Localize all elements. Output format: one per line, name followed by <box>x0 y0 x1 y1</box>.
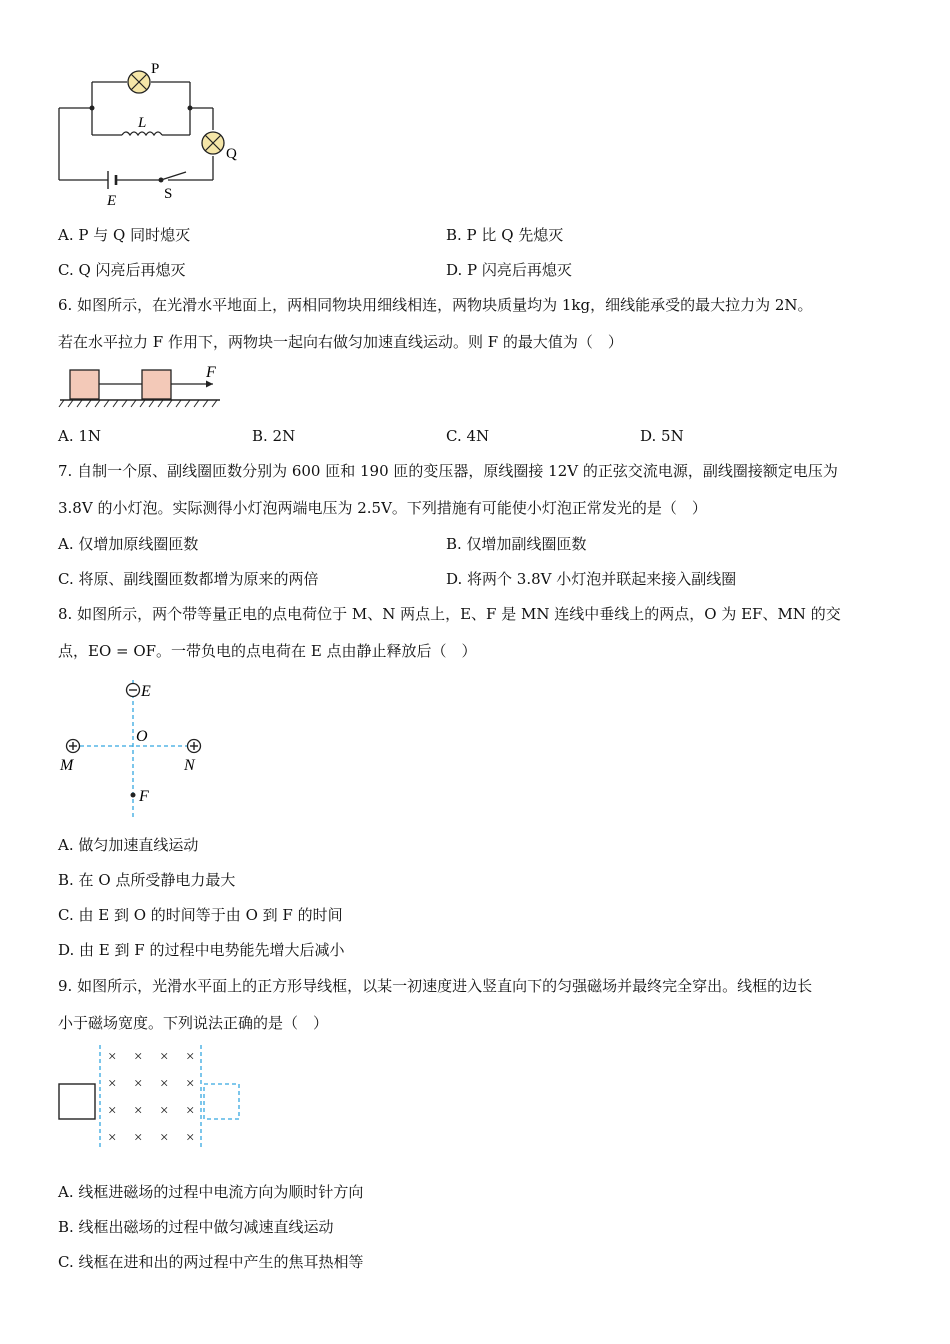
magnetic-field-figure <box>55 1043 255 1153</box>
q8-option-d: D. 由 E 到 F 的过程中电势能先增大后减小 <box>58 941 345 959</box>
q8-option-b: B. 在 O 点所受静电力最大 <box>58 871 236 889</box>
circuit-figure <box>50 60 250 210</box>
q6-option-c: C. 4N <box>446 427 490 445</box>
field-mark: × <box>134 1103 143 1119</box>
field-mark: × <box>134 1130 143 1146</box>
q6-stem-line2: 若在水平拉力 F 作用下，两物块一起向右做匀加速直线运动。则 F 的最大值为（ ） <box>58 333 623 351</box>
q5-option-a: A. P 与 Q 同时熄灭 <box>58 226 191 244</box>
q8-stem-line2: 点，EO = OF。一带负电的点电荷在 E 点由静止释放后（ ） <box>58 642 477 660</box>
field-mark: × <box>160 1076 169 1092</box>
field-mark: × <box>108 1049 117 1065</box>
label-o: O <box>136 728 148 745</box>
field-mark: × <box>160 1103 169 1119</box>
charges-figure <box>55 675 225 825</box>
q8-option-c: C. 由 E 到 O 的时间等于由 O 到 F 的时间 <box>58 906 343 924</box>
q7-option-b: B. 仅增加副线圈匝数 <box>446 535 587 553</box>
field-mark: × <box>108 1103 117 1119</box>
field-mark: × <box>186 1076 195 1092</box>
field-mark: × <box>134 1076 143 1092</box>
q9-option-c: C. 线框在进和出的两过程中产生的焦耳热相等 <box>58 1253 364 1271</box>
negative-charge-icon <box>127 684 140 697</box>
label-e: E <box>107 193 117 209</box>
lamp-p-icon <box>128 71 150 93</box>
q9-option-b: B. 线框出磁场的过程中做匀减速直线运动 <box>58 1218 334 1236</box>
field-mark: × <box>186 1130 195 1146</box>
field-mark: × <box>134 1049 143 1065</box>
lamp-q-icon <box>202 132 224 154</box>
q7-option-c: C. 将原、副线圈匝数都增为原来的两倍 <box>58 570 319 588</box>
q6-stem-line1: 6. 如图所示，在光滑水平地面上，两相同物块用细线相连，两物块质量均为 1kg，细线能承受的最大拉力为 2N。 <box>58 296 813 314</box>
label-l: L <box>138 115 147 131</box>
field-mark: × <box>160 1130 169 1146</box>
q9-stem-line1: 9. 如图所示，光滑水平面上的正方形导线框，以某一初速度进入竖直向下的匀强磁场并最终完全穿出。线框的边长 <box>58 977 813 995</box>
label-e: E <box>141 683 151 700</box>
label-q: Q <box>226 146 237 162</box>
q8-option-a: A. 做匀加速直线运动 <box>58 836 199 854</box>
q5-option-b: B. P 比 Q 先熄灭 <box>446 226 564 244</box>
label-n: N <box>184 757 195 774</box>
q5-option-d: D. P 闪亮后再熄灭 <box>446 261 572 279</box>
q7-option-d: D. 将两个 3.8V 小灯泡并联起来接入副线圈 <box>446 570 737 588</box>
field-mark: × <box>108 1076 117 1092</box>
q9-option-a: A. 线框进磁场的过程中电流方向为顺时针方向 <box>58 1183 364 1201</box>
positive-charge-m-icon <box>67 740 80 753</box>
field-mark: × <box>186 1103 195 1119</box>
q8-stem-line1: 8. 如图所示，两个带等量正电的点电荷位于 M、N 两点上，E、F 是 MN 连线中垂线上的两点，O 为 EF、MN 的交 <box>58 605 841 623</box>
field-mark: × <box>186 1049 195 1065</box>
field-mark: × <box>160 1049 169 1065</box>
label-m: M <box>60 757 74 774</box>
label-f: F <box>206 364 216 381</box>
q6-option-b: B. 2N <box>252 427 296 445</box>
blocks-figure <box>58 362 228 410</box>
q6-option-a: A. 1N <box>58 427 102 445</box>
q6-option-d: D. 5N <box>640 427 684 445</box>
positive-charge-n-icon <box>188 740 201 753</box>
battery-icon <box>108 171 116 189</box>
label-p: P <box>151 61 160 77</box>
q7-stem-line2: 3.8V 的小灯泡。实际测得小灯泡两端电压为 2.5V。下列措施有可能使小灯泡正常发光的是（ ） <box>58 499 707 517</box>
q7-stem-line1: 7. 自制一个原、副线圈匝数分别为 600 匝和 190 匝的变压器，原线圈接 12V 的正弦交流电源，副线圈接额定电压为 <box>58 462 838 480</box>
label-s: S <box>164 186 173 202</box>
field-mark: × <box>108 1130 117 1146</box>
q7-option-a: A. 仅增加原线圈匝数 <box>58 535 199 553</box>
switch-icon <box>159 172 187 183</box>
q5-option-c: C. Q 闪亮后再熄灭 <box>58 261 186 279</box>
q9-stem-line2: 小于磁场宽度。下列说法正确的是（ ） <box>58 1014 329 1032</box>
label-f: F <box>139 788 149 805</box>
